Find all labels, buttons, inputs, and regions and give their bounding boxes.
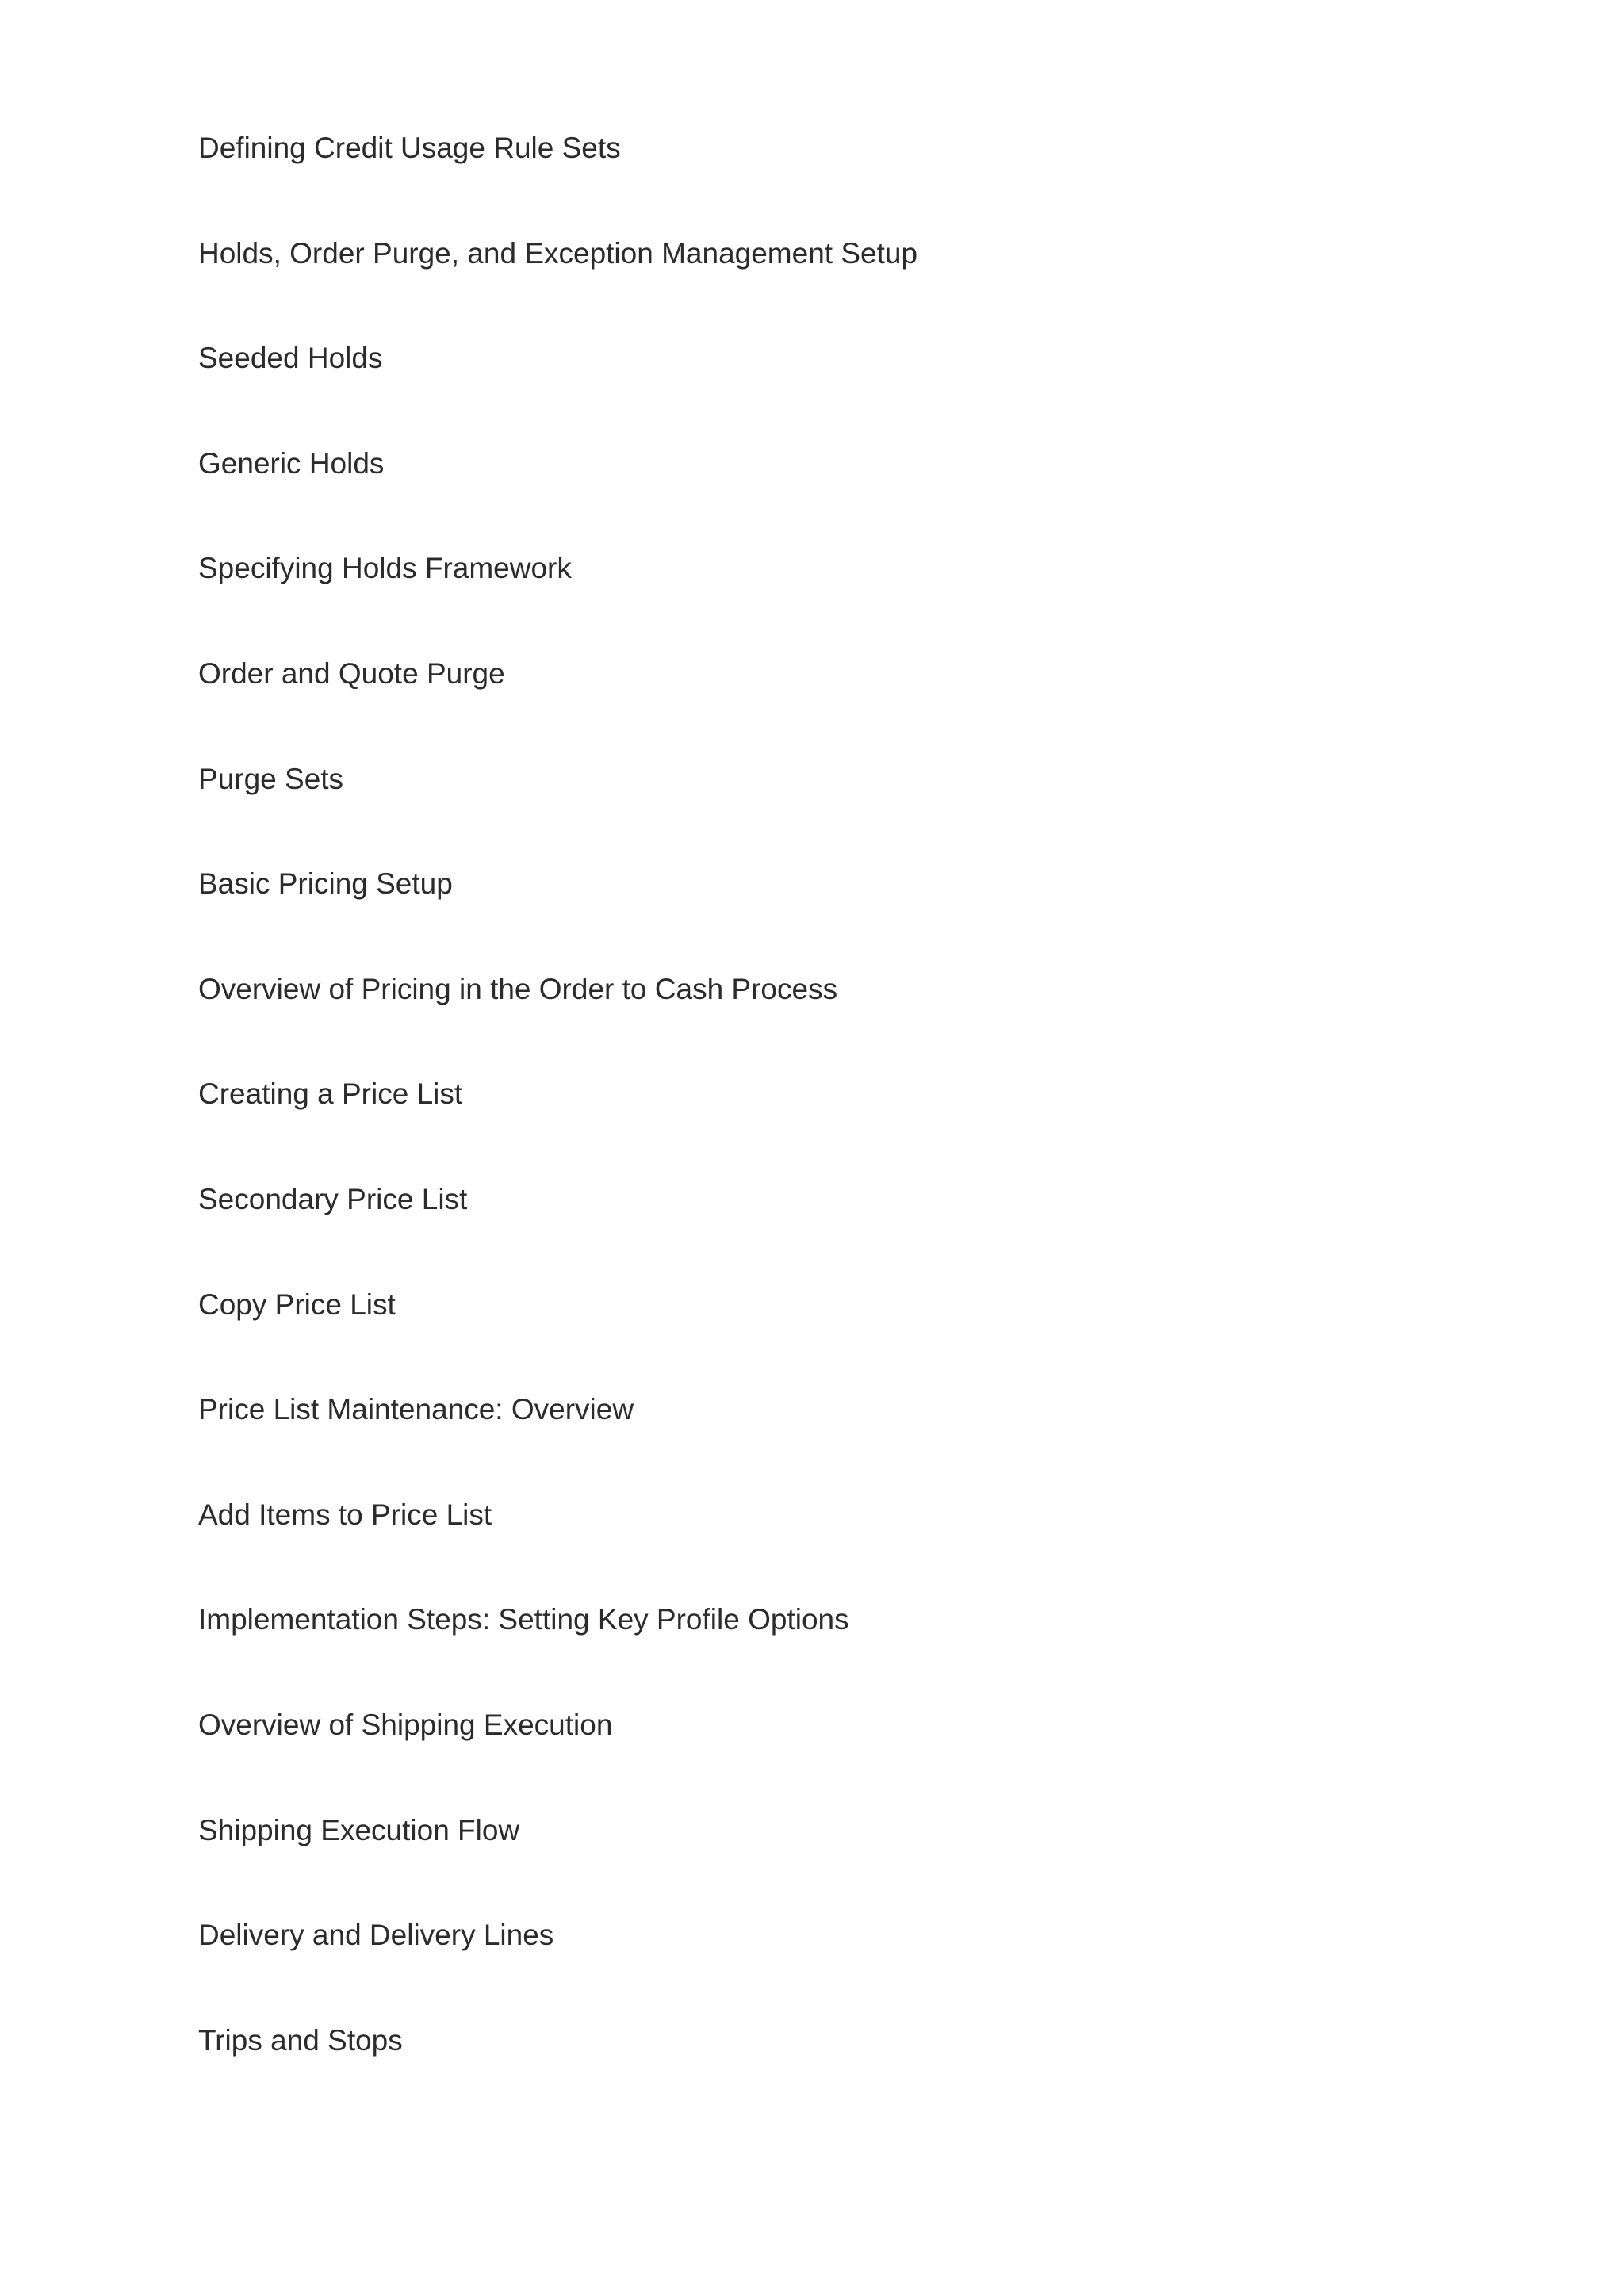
topic-item: Generic Holds xyxy=(198,446,385,480)
topic-item: Implementation Steps: Setting Key Profile Options xyxy=(198,1603,849,1636)
topic-item: Copy Price List xyxy=(198,1288,396,1321)
topic-item: Defining Credit Usage Rule Sets xyxy=(198,132,621,164)
topic-item: Shipping Execution Flow xyxy=(198,1813,520,1846)
topic-item: Trips and Stops xyxy=(198,2023,403,2057)
topic-item: Delivery and Delivery Lines xyxy=(198,1919,554,1952)
topic-item: Order and Quote Purge xyxy=(198,656,505,690)
topic-item: Basic Pricing Setup xyxy=(198,867,453,901)
topic-item: Secondary Price List xyxy=(198,1182,468,1215)
topic-item: Creating a Price List xyxy=(198,1077,463,1111)
topic-item: Price List Maintenance: Overview xyxy=(198,1393,634,1426)
topic-item: Specifying Holds Framework xyxy=(198,552,572,585)
topic-item: Add Items to Price List xyxy=(198,1498,492,1531)
topic-item: Seeded Holds xyxy=(198,342,383,375)
topic-list xyxy=(198,129,917,2126)
topic-item: Purge Sets xyxy=(198,762,344,795)
topic-item: Holds, Order Purge, and Exception Management Setup xyxy=(198,236,918,270)
topic-item: Overview of Pricing in the Order to Cash Process xyxy=(198,972,838,1005)
topic-item: Overview of Shipping Execution xyxy=(198,1708,613,1741)
